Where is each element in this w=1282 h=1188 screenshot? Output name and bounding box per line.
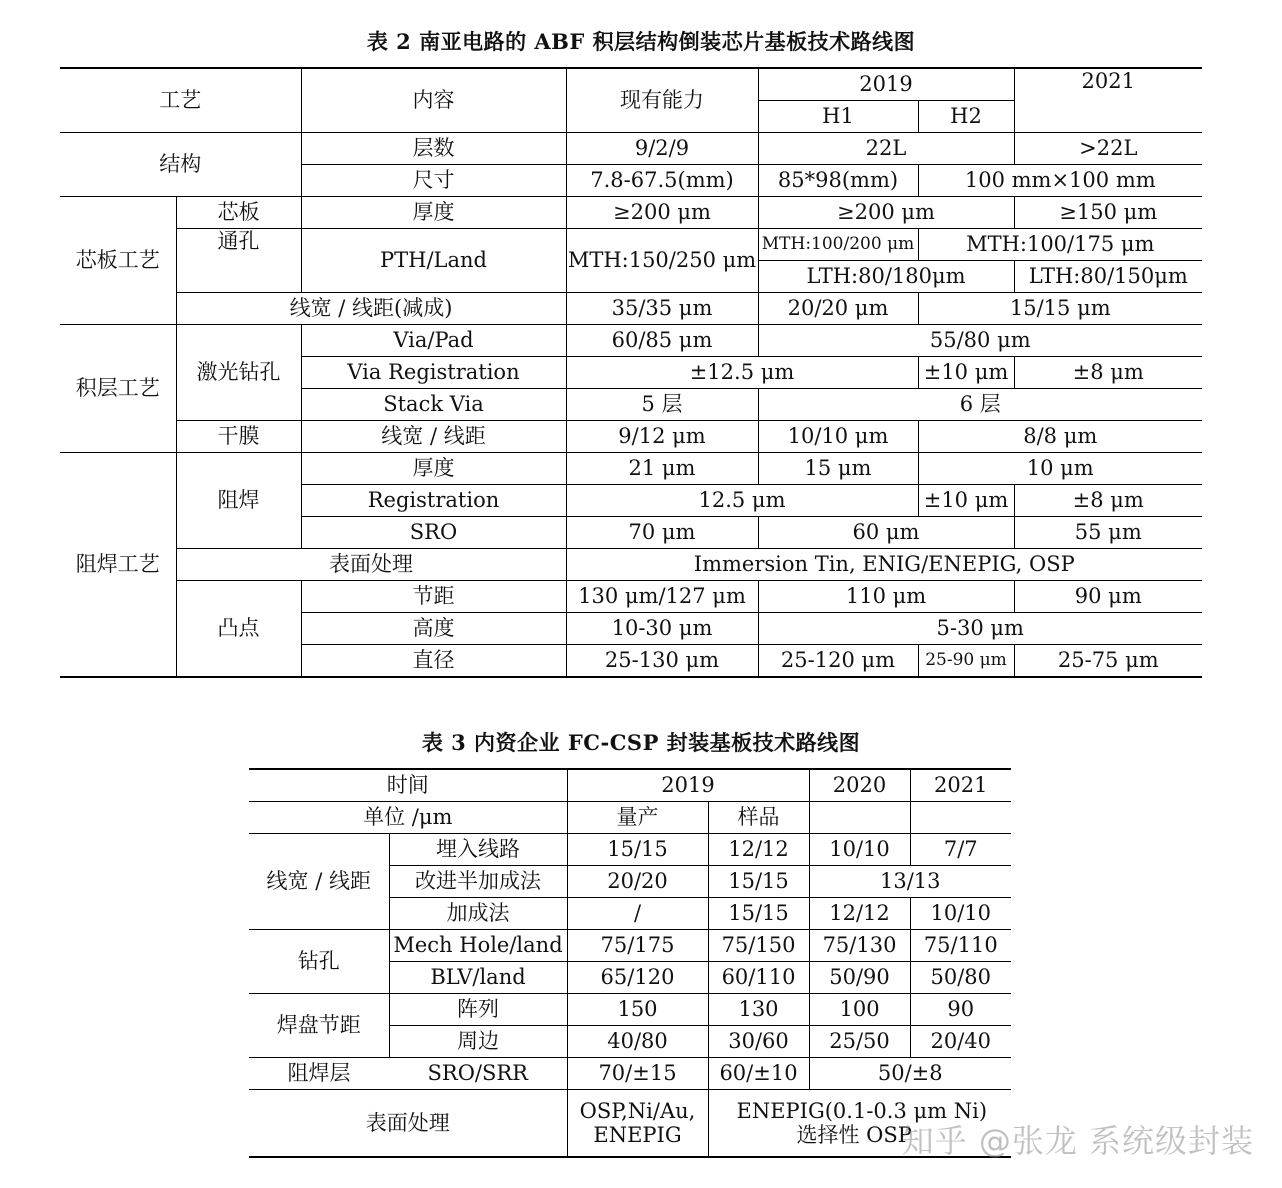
header-2021: 2021 (1014, 68, 1202, 133)
cell: 10/10 (910, 898, 1011, 930)
cell: 5 层 (566, 389, 758, 421)
watermark: 知乎 @张龙 系统级封装 (901, 1122, 1254, 1160)
row-label: 线宽 / 线距 (301, 421, 566, 453)
table3-title: 表 3 内资企业 FC-CSP 封装基板技术路线图 (421, 730, 861, 755)
cell: 5-30 μm (758, 613, 1202, 645)
group-core-process: 芯板工艺 (60, 197, 176, 325)
cell: ≥200 μm (566, 197, 758, 229)
cell: 15/15 (708, 866, 809, 898)
cell: 100 mm×100 mm (918, 165, 1202, 197)
cell: 12/12 (809, 898, 910, 930)
cell: ±8 μm (1014, 485, 1202, 517)
cell: 35/35 μm (566, 293, 758, 325)
cell: 9/12 μm (566, 421, 758, 453)
cell: 10-30 μm (566, 613, 758, 645)
table2-title: 表 2 南亚电路的 ABF 积层结构倒装芯片基板技术路线图 (366, 29, 916, 54)
header-current: 现有能力 (566, 68, 758, 133)
row-label: PTH/Land (301, 229, 566, 293)
header-h2: H2 (918, 101, 1014, 133)
row-label: 尺寸 (301, 165, 566, 197)
cell (910, 802, 1011, 834)
cell: 55/80 μm (758, 325, 1202, 357)
cell: 25-75 μm (1014, 645, 1202, 678)
cell: ±8 μm (1014, 357, 1202, 389)
cell: ±10 μm (918, 357, 1014, 389)
cell: MTH:100/175 μm (918, 229, 1202, 261)
cell (809, 802, 910, 834)
cell: 8/8 μm (918, 421, 1202, 453)
cell: 15 μm (758, 453, 918, 485)
cell: 50/80 (910, 962, 1011, 994)
cell: ±10 μm (918, 485, 1014, 517)
cell: 20/20 μm (758, 293, 918, 325)
cell: 9/2/9 (566, 133, 758, 165)
cell: 25-120 μm (758, 645, 918, 678)
row-label: 加成法 (389, 898, 567, 930)
cell: 90 (910, 994, 1011, 1026)
row-label: 厚度 (301, 453, 566, 485)
row-label: 表面处理 (176, 549, 566, 581)
cell: 110 μm (758, 581, 1014, 613)
cell: 75/175 (567, 930, 708, 962)
cell: 10/10 μm (758, 421, 918, 453)
fccsp-roadmap-table (249, 768, 1011, 1158)
cell: 70/±15 (567, 1058, 708, 1090)
row-label: SRO/SRR (389, 1058, 567, 1090)
cell: 60 μm (758, 517, 1014, 549)
header-2020: 2020 (809, 769, 910, 802)
cell: ≥150 μm (1014, 197, 1202, 229)
cell: 21 μm (566, 453, 758, 485)
header-2021: 2021 (910, 769, 1011, 802)
cell: 90 μm (1014, 581, 1202, 613)
subgroup-core-board: 芯板 (176, 197, 301, 229)
row-label: Via/Pad (301, 325, 566, 357)
cell-surface-mass (567, 1090, 708, 1158)
header-2019: 2019 (567, 769, 809, 802)
cell: / (567, 898, 708, 930)
subgroup-solder-mask: 阻焊 (176, 453, 301, 549)
header-2019: 2019 (758, 68, 1014, 101)
cell: 85*98(mm) (758, 165, 918, 197)
cell: 12.5 μm (566, 485, 918, 517)
subgroup-bump: 凸点 (176, 581, 301, 678)
cell: 130 μm/127 μm (566, 581, 758, 613)
cell: 60/110 (708, 962, 809, 994)
row-label: 埋入线路 (389, 834, 567, 866)
surface-later-line1: ENEPIG(0.1-0.3 μm Ni) (736, 1098, 988, 1123)
cell: 10/10 (809, 834, 910, 866)
cell: Immersion Tin, ENIG/ENEPIG, OSP (566, 549, 1202, 581)
header-content: 内容 (301, 68, 566, 133)
cell: 20/40 (910, 1026, 1011, 1058)
cell: 130 (708, 994, 809, 1026)
cell: 75/110 (910, 930, 1011, 962)
header-mass: 量产 (567, 802, 708, 834)
cell: ±12.5 μm (566, 357, 918, 389)
cell: 25-90 μm (918, 645, 1014, 678)
cell: MTH:100/200 μm (758, 229, 918, 261)
row-label: Stack Via (301, 389, 566, 421)
row-label: SRO (301, 517, 566, 549)
header-unit: 单位 /μm (249, 802, 567, 834)
cell: 10 μm (918, 453, 1202, 485)
cell: LTH:80/180μm (758, 261, 1014, 293)
header-h1: H1 (758, 101, 918, 133)
cell: 15/15 (567, 834, 708, 866)
row-label: 周边 (389, 1026, 567, 1058)
subgroup-through-hole: 通孔 (176, 229, 301, 293)
row-label: Mech Hole/land (389, 930, 567, 962)
group-drill: 钻孔 (249, 930, 389, 994)
cell: 70 μm (566, 517, 758, 549)
cell: 15/15 (708, 898, 809, 930)
cell: 25-130 μm (566, 645, 758, 678)
cell: LTH:80/150μm (1014, 261, 1202, 293)
row-label: 阵列 (389, 994, 567, 1026)
cell: 22L (758, 133, 1014, 165)
cell: 6 层 (758, 389, 1202, 421)
group-solder-mask-layer: 阻焊层 (249, 1058, 389, 1090)
row-label: 线宽 / 线距(减成) (176, 293, 566, 325)
row-label: 节距 (301, 581, 566, 613)
cell: 25/50 (809, 1026, 910, 1058)
group-line-width: 线宽 / 线距 (249, 834, 389, 930)
cell: 60/±10 (708, 1058, 809, 1090)
cell: 75/130 (809, 930, 910, 962)
row-label: 直径 (301, 645, 566, 678)
cell: 75/150 (708, 930, 809, 962)
cell: 150 (567, 994, 708, 1026)
cell: 40/80 (567, 1026, 708, 1058)
cell: 50/±8 (809, 1058, 1011, 1090)
group-buildup-process: 积层工艺 (60, 325, 176, 453)
cell: 20/20 (567, 866, 708, 898)
row-label: 改进半加成法 (389, 866, 567, 898)
header-sample: 样品 (708, 802, 809, 834)
cell: ≥200 μm (758, 197, 1014, 229)
cell: 100 (809, 994, 910, 1026)
cell: 15/15 μm (918, 293, 1202, 325)
subgroup-laser-drill: 激光钻孔 (176, 325, 301, 421)
cell: >22L (1014, 133, 1202, 165)
cell: 50/90 (809, 962, 910, 994)
cell: 55 μm (1014, 517, 1202, 549)
row-label-surface: 表面处理 (249, 1090, 567, 1158)
row-label: Registration (301, 485, 566, 517)
cell: MTH:150/250 μm (566, 229, 758, 293)
surface-mass-line1: OSP,Ni/Au, (579, 1098, 696, 1123)
subgroup-dry-film: 干膜 (176, 421, 301, 453)
header-time: 时间 (249, 769, 567, 802)
header-process: 工艺 (60, 68, 301, 133)
surface-later-line2: 选择性 OSP (796, 1123, 912, 1147)
abf-roadmap-table (60, 67, 1202, 678)
surface-mass-line2: ENEPIG (593, 1123, 682, 1147)
cell: 7/7 (910, 834, 1011, 866)
cell: 30/60 (708, 1026, 809, 1058)
cell: 7.8-67.5(mm) (566, 165, 758, 197)
group-pad-pitch: 焊盘节距 (249, 994, 389, 1058)
group-structure: 结构 (60, 133, 301, 197)
row-label: 层数 (301, 133, 566, 165)
row-label: Via Registration (301, 357, 566, 389)
cell: 12/12 (708, 834, 809, 866)
group-solder-mask-process: 阻焊工艺 (60, 453, 176, 678)
cell: 65/120 (567, 962, 708, 994)
cell: 13/13 (809, 866, 1011, 898)
row-label: 高度 (301, 613, 566, 645)
row-label: BLV/land (389, 962, 567, 994)
cell: 60/85 μm (566, 325, 758, 357)
row-label: 厚度 (301, 197, 566, 229)
